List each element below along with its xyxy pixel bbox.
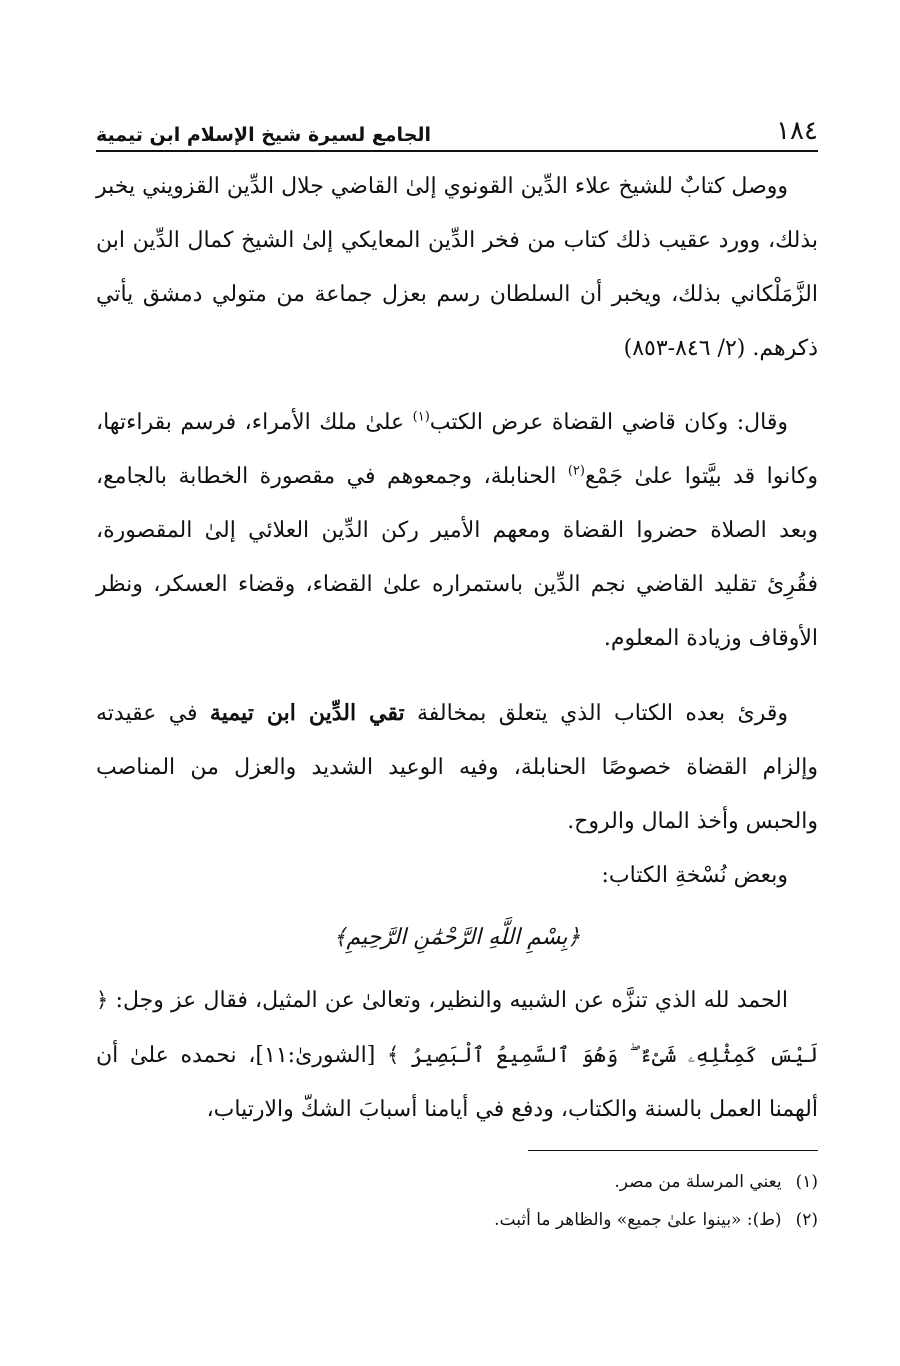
book-title: الجامع لسيرة شيخ الإسلام ابن تيمية: [96, 124, 432, 146]
basmala-calligraphy: ﴿بِسْمِ اللَّهِ الرَّحْمَٰنِ الرَّحِيمِ﴾: [333, 925, 581, 950]
paragraph-2-part-c: الحنابلة، وجمعوهم في مقصورة الخطابة بالجامع، وبعد الصلاة حضروا القضاة ومعهم الأمير ركن الدِّين العلائي إلىٰ المقصورة، فقُرِئ تقليد القاضي نجم الدِّين باستمراره علىٰ القضاء، وقضاء العسكر، ونظر الأوقاف وزيادة المعلوم.: [96, 464, 818, 651]
paragraph-4: وبعض نُسْخةِ الكتاب:: [601, 863, 788, 888]
paragraph-2: [96, 396, 818, 666]
footnote-1-number: (١): [795, 1172, 818, 1192]
footnote-1-text: يعني المرسلة من مصر.: [614, 1172, 782, 1192]
footnote-1: [96, 1163, 818, 1201]
footnote-2-number: (٢): [795, 1210, 818, 1230]
paragraph-2-part-a: وقال: وكان قاضي القضاة عرض الكتب: [429, 410, 788, 435]
footnote-ref-2[interactable]: (٢): [567, 463, 585, 479]
footnote-2-text: (ط): «بينوا علىٰ جميع» والظاهر ما أثبت.: [494, 1210, 782, 1230]
paragraph-1: ووصل كتابٌ للشيخ علاء الدِّين القونوي إلىٰ القاضي جلال الدِّين القزويني يخبر بذلك، وورد عقيب ذلك كتاب من فخر الدِّين المعايكي إلىٰ الشيخ كمال الدِّين ابن الزَّمَلْكاني بذلك، ويخبر أن السلطان رسم بعزل جماعة من متولي دمشق يأتي ذكرهم. (٢/ ٨٤٦-٨٥٣): [95, 174, 818, 361]
paragraph-5-part-b: [الشورىٰ:١١]، نحمده علىٰ أن ألهمنا العمل بالسنة والكتاب، ودفع في أيامنا أسبابَ الشكّ والارتياب،: [96, 1043, 818, 1122]
header-rule: [96, 150, 818, 152]
paragraph-5-part-a: الحمد لله الذي تنزَّه عن الشبيه والنظير، وتعالىٰ عن المثيل، فقال عز وجل:: [108, 988, 788, 1013]
paragraph-5: [96, 973, 818, 1137]
paragraph-3: [96, 686, 818, 849]
main-text: [96, 160, 818, 1137]
running-header: [96, 112, 818, 146]
paragraph-3-part-b: في عقيدته وإلزام القضاة خصوصًا الحنابلة، وفيه الوعيد الشديد والعزل من المناصب والحبس وأخذ المال والروح.: [96, 701, 818, 834]
quran-verse: ﴿ لَيْسَ كَمِثْلِهِۦ شَىْءٌ ۖ وَهُوَ ٱلسَّمِيعُ ٱلْبَصِيرُ ﴾: [96, 988, 818, 1067]
footnotes: [96, 1163, 818, 1239]
footnote-ref-1[interactable]: (١): [412, 409, 430, 425]
footnote-2: [96, 1201, 818, 1239]
ibn-taymiyya-name: تقي الدِّين ابن تيمية: [209, 700, 405, 726]
paragraph-3-part-a: وقرئ بعده الكتاب الذي يتعلق بمخالفة: [404, 701, 789, 726]
page-number: ١٨٤: [776, 116, 818, 146]
footnote-rule: [528, 1150, 818, 1151]
paragraph-2-part-b: علىٰ ملك الأمراء، فرسم بقراءتها، وكانوا قد بيَّتوا علىٰ جَمْع: [96, 410, 819, 489]
